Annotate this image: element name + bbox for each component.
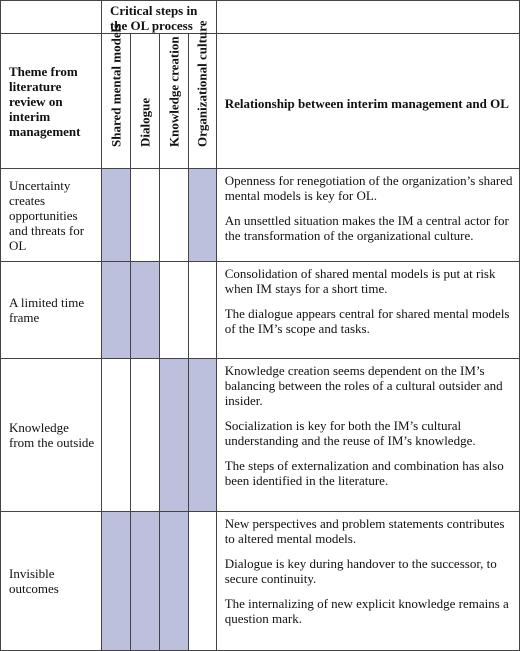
relationship-paragraph: An unsettled situation makes the IM a central actor for the transformation of the organizational culture. xyxy=(224,213,509,243)
header-blank-cell-right xyxy=(216,1,519,34)
step-mark-cell xyxy=(188,359,216,512)
relationship-paragraph: Dialogue is key during handover to the successor, to secure continuity. xyxy=(224,556,497,586)
step-mark-cell xyxy=(101,262,130,359)
step-mark-cell xyxy=(101,512,130,651)
step-mark-cell xyxy=(159,262,188,359)
relationship-paragraph: The dialogue appears central for shared mental models of the IM’s scope and tasks. xyxy=(224,306,510,336)
step-header-shared-mental-models: Shared mental models xyxy=(101,34,130,169)
table-row xyxy=(1,359,520,512)
relationship-paragraph: Socialization is key for both the IM’s cultural understanding and the reuse of IM’s knowledge. xyxy=(224,418,476,448)
relationship-paragraph: The steps of externalization and combination has also been identified in the literature. xyxy=(224,458,504,488)
step-mark-cell xyxy=(101,359,130,512)
relationship-paragraph: Openness for renegotiation of the organization’s shared mental models is key for OL. xyxy=(224,173,513,203)
step-mark-cell xyxy=(188,169,216,262)
critical-steps-header: Critical steps in the OL process xyxy=(101,1,216,34)
step-header-knowledge-creation: Knowledge creation xyxy=(159,34,188,169)
step-mark-cell xyxy=(159,169,188,262)
table-row xyxy=(1,262,520,359)
theme-cell: A limited time frame xyxy=(1,262,102,359)
step-header-dialogue: Dialogue xyxy=(130,34,159,169)
relationship-paragraph: Knowledge creation seems dependent on the IM’s balancing between the roles of a cultural outsider and insider. xyxy=(224,363,503,408)
step-mark-cell xyxy=(130,262,159,359)
relationship-cell xyxy=(216,359,519,512)
step-mark-cell xyxy=(159,512,188,651)
relationship-column-header: Relationship between interim management and OL xyxy=(216,34,519,169)
table-body xyxy=(1,169,520,651)
relationship-paragraph: The internalizing of new explicit knowledge remains a question mark. xyxy=(224,596,509,626)
step-header-organizational-culture: Organizational culture xyxy=(188,34,216,169)
step-mark-cell xyxy=(130,169,159,262)
theme-cell: Invisible outcomes xyxy=(1,512,102,651)
step-mark-cell xyxy=(130,512,159,651)
relationship-paragraph: Consolidation of shared mental models is put at risk when IM stays for a short time. xyxy=(224,266,496,296)
relationship-paragraph: New perspectives and problem statements contributes to altered mental models. xyxy=(224,516,505,546)
step-mark-cell xyxy=(188,512,216,651)
step-mark-cell xyxy=(188,262,216,359)
relationship-cell xyxy=(216,512,519,651)
theme-cell: Uncertainty creates opportunities and threats for OL xyxy=(1,169,102,262)
theme-column-header: Theme from literature review on interim management xyxy=(1,34,102,169)
relationship-cell xyxy=(216,169,519,262)
step-mark-cell xyxy=(101,169,130,262)
table-row xyxy=(1,512,520,651)
step-mark-cell xyxy=(159,359,188,512)
header-row-top xyxy=(1,1,520,34)
relationship-cell xyxy=(216,262,519,359)
table-row xyxy=(1,169,520,262)
header-blank-cell xyxy=(1,1,102,34)
step-mark-cell xyxy=(130,359,159,512)
header-row xyxy=(1,34,520,169)
theme-cell: Knowledge from the outside xyxy=(1,359,102,512)
